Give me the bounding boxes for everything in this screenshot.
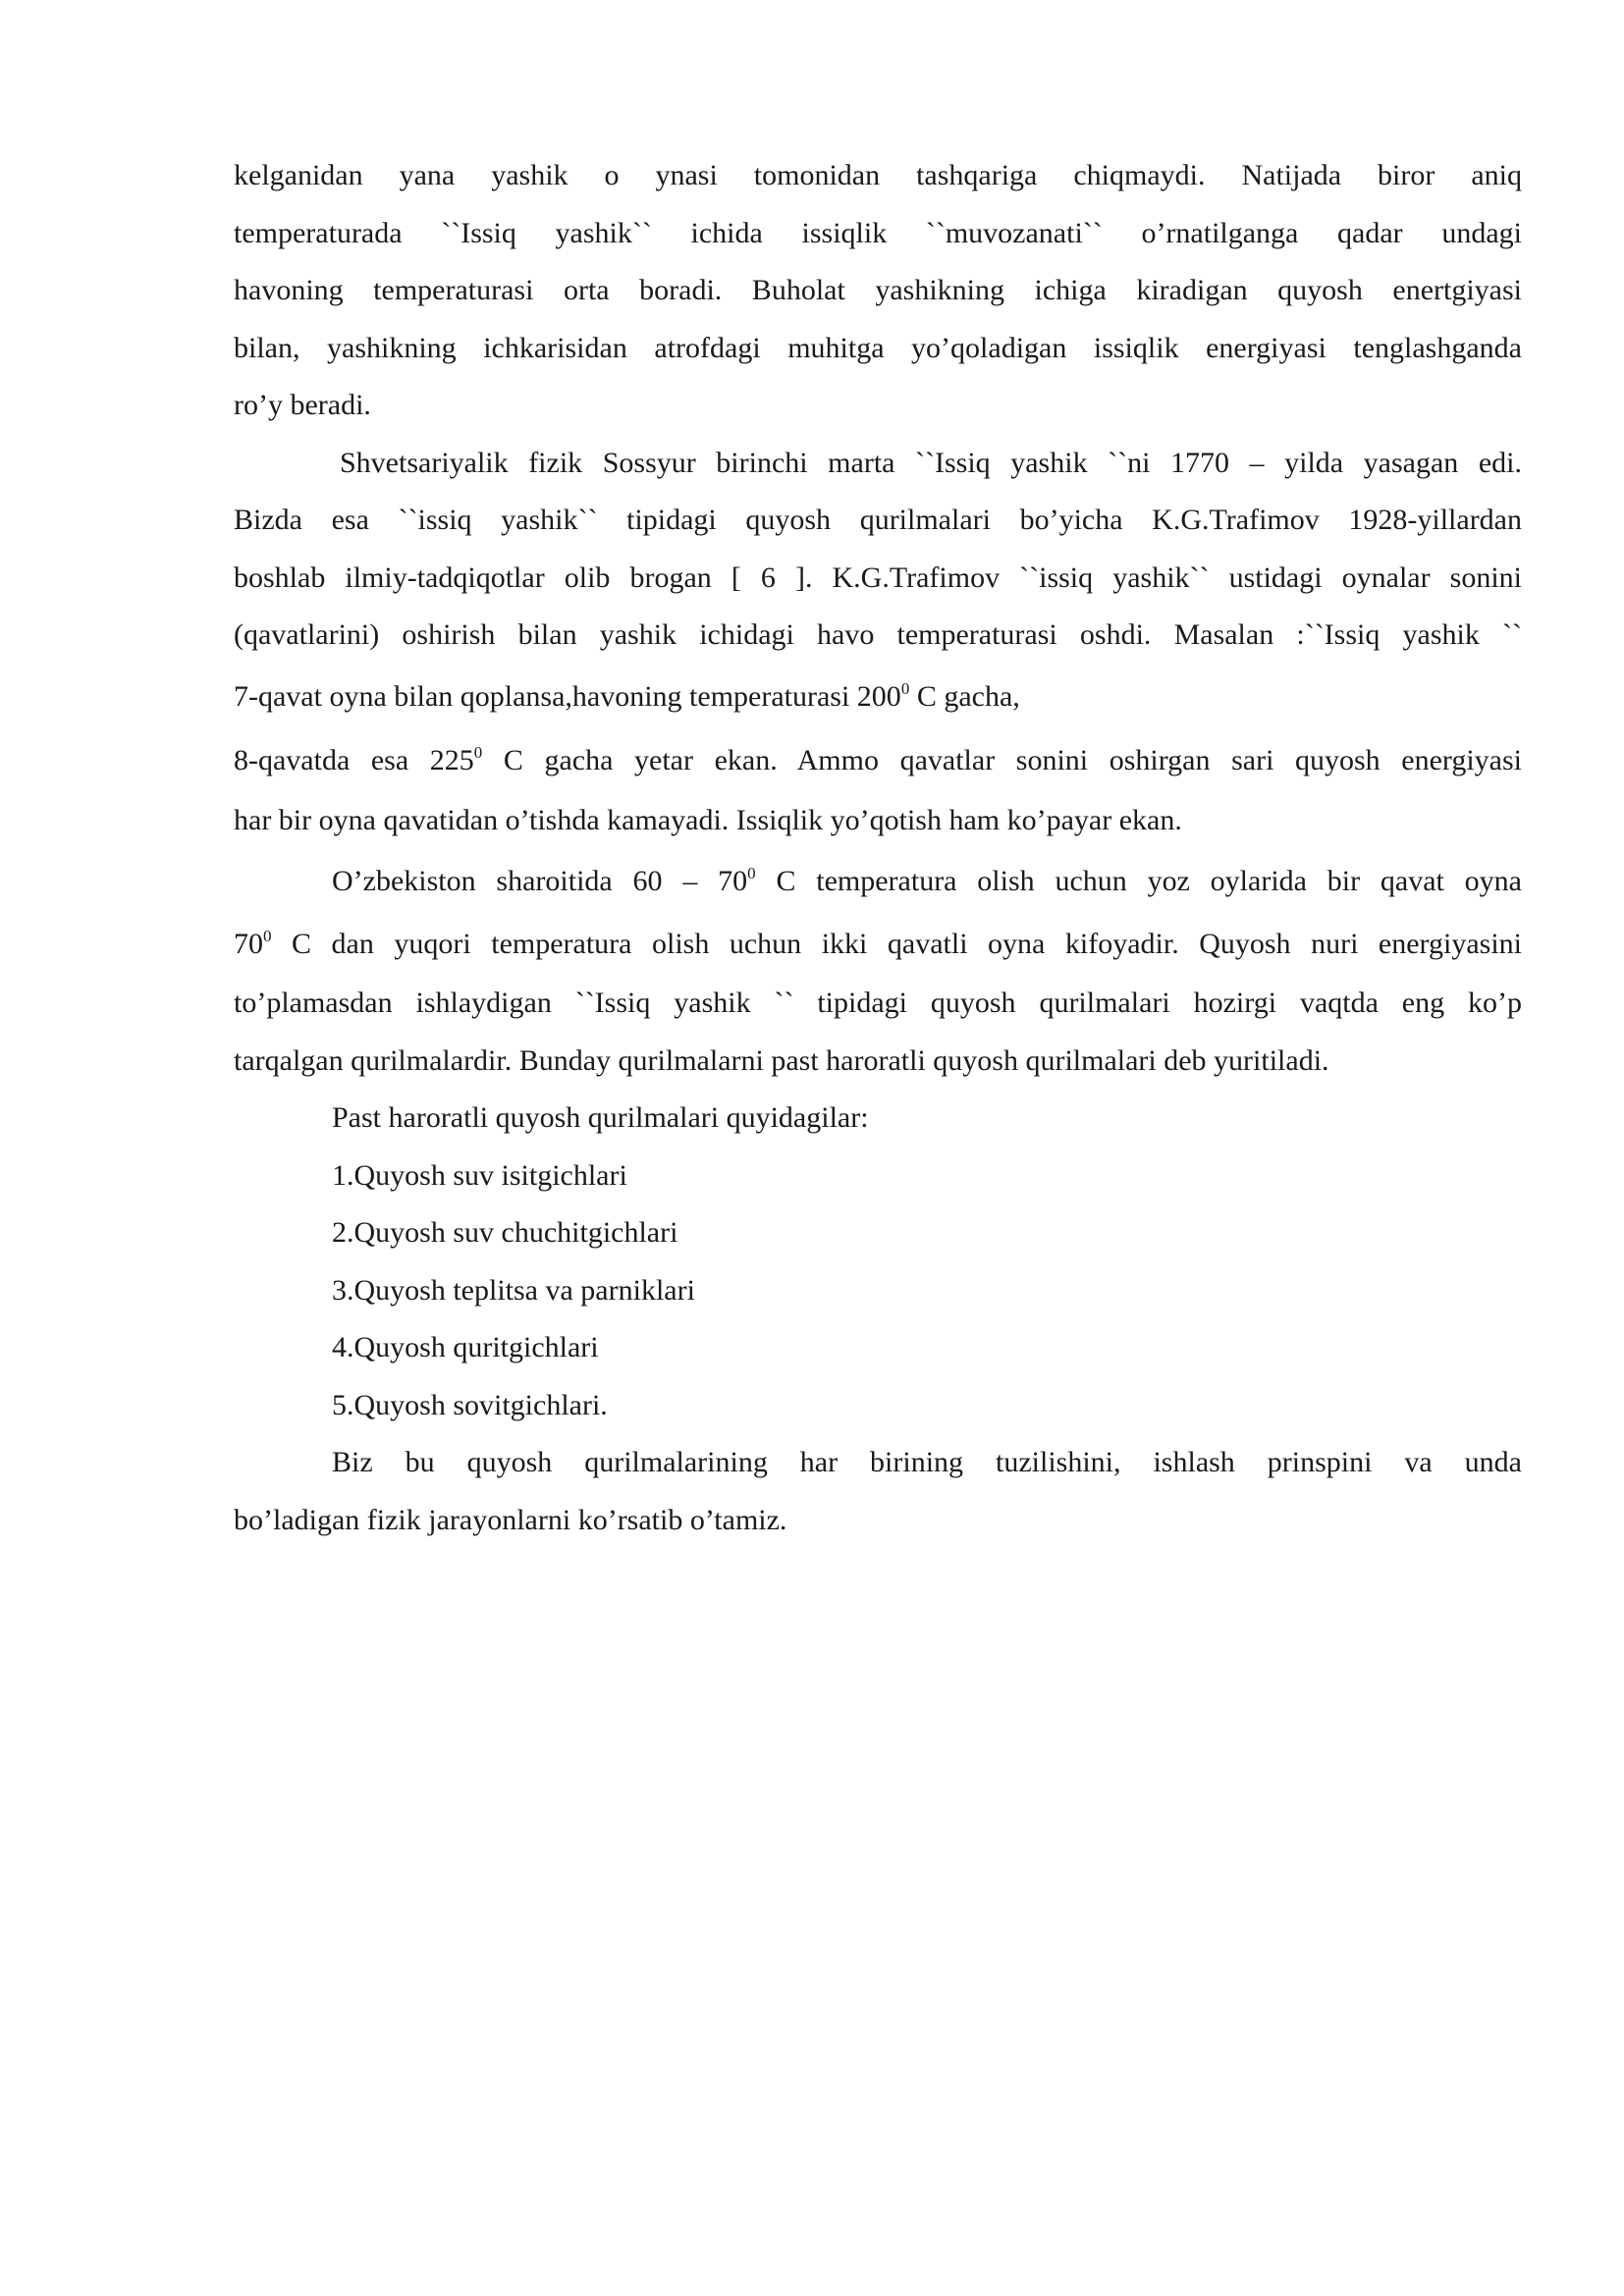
- list-intro: Past haroratli quyosh qurilmalari quyidagilar:: [332, 1101, 869, 1134]
- text-fragment: 8-qavatda esa 225: [234, 743, 474, 776]
- text-line: kelganidan yana yashik o ynasi tomonidan tashqariga chiqmaydi. Natijada biror aniq: [234, 159, 1522, 191]
- text-line-with-formula: [234, 914, 1522, 975]
- text-line: bo’ladigan fizik jarayonlarni ko’rsatib o’tamiz.: [234, 1503, 787, 1536]
- list-item: 4.Quyosh quritgichlari: [332, 1331, 599, 1363]
- text-fragment: C gacha,: [909, 679, 1020, 713]
- text-line: Biz bu quyosh qurilmalarining har birining tuzilishini, ishlash prinspini va unda: [332, 1446, 1522, 1478]
- text-line: havoning temperaturasi orta boradi. Buholat yashikning ichiga kiradigan quyosh enertgiyasi: [234, 274, 1522, 306]
- text-line: ro’y beradi.: [234, 389, 371, 421]
- degree-superscript: 0: [263, 927, 272, 945]
- text-line: Shvetsariyalik fizik Sossyur birinchi marta ``Issiq yashik ``ni 1770 – yilda yasagan edi.: [340, 446, 1522, 479]
- text-line: boshlab ilmiy-tadqiqotlar olib brogan [ 6 ]. K.G.Trafimov ``issiq yashik`` ustidagi oynalar sonini: [234, 561, 1522, 594]
- document-page: [234, 147, 1522, 1549]
- degree-superscript: 0: [473, 742, 483, 762]
- text-line: tarqalgan qurilmalardir. Bunday qurilmalarni past haroratli quyosh qurilmalari deb yuritiladi.: [234, 1043, 1329, 1077]
- list-item: 3.Quyosh teplitsa va parniklari: [332, 1273, 695, 1307]
- text-line-with-formula: [234, 665, 1522, 729]
- text-fragment: C gacha yetar ekan. Ammo qavatlar sonini oshirgan sari quyosh energiyasi: [482, 743, 1523, 776]
- text-line: (qavatlarini) oshirish bilan yashik ichidagi havo temperaturasi oshdi. Masalan :``Issiq yashik ``: [234, 618, 1522, 651]
- paragraph-3: [234, 729, 1522, 850]
- text-fragment: 70: [234, 928, 263, 960]
- text-fragment: C dan yuqori temperatura olish uchun ikki qavatli oyna kifoyadir. Quyosh nuri energiyasini: [271, 928, 1522, 960]
- paragraph-4: [234, 849, 1522, 1090]
- text-line: har bir oyna qavatidan o’tishda kamayadi. Issiqlik yo’qotish ham ko’payar ekan.: [234, 803, 1182, 836]
- paragraph-1: [234, 147, 1522, 435]
- closing-paragraph: [234, 1434, 1522, 1549]
- text-fragment: 7-qavat oyna bilan qoplansa,havoning temperaturasi 200: [234, 679, 901, 713]
- list-item: 1.Quyosh suv isitgichlari: [332, 1158, 627, 1192]
- text-line-with-formula: [234, 729, 1522, 792]
- paragraph-2: [234, 435, 1522, 729]
- text-line: to’plamasdan ishlaydigan ``Issiq yashik `` tipidagi quyosh qurilmalari hozirgi vaqtda eng ko’p: [234, 987, 1522, 1019]
- text-line-with-formula: [234, 849, 1522, 914]
- text-fragment: C temperatura olish uchun yoz oylarida bir qavat oyna: [755, 865, 1522, 897]
- degree-superscript: 0: [747, 864, 756, 882]
- list-item: 5.Quyosh sovitgichlari.: [332, 1388, 608, 1421]
- text-line: bilan, yashikning ichkarisidan atrofdagi muhitga yo’qoladigan issiqlik energiyasi tenglashganda: [234, 331, 1522, 364]
- text-fragment: O’zbekiston sharoitida 60 – 70: [332, 865, 748, 897]
- list-item: 2.Quyosh suv chuchitgichlari: [332, 1216, 678, 1249]
- text-line: Bizda esa ``issiq yashik`` tipidagi quyosh qurilmalari bo’yicha K.G.Trafimov 1928-yillardan: [234, 504, 1522, 536]
- degree-superscript: 0: [900, 678, 910, 698]
- text-line: temperaturada ``Issiq yashik`` ichida issiqlik ``muvozanati`` o’rnatilganga qadar undagi: [234, 216, 1522, 249]
